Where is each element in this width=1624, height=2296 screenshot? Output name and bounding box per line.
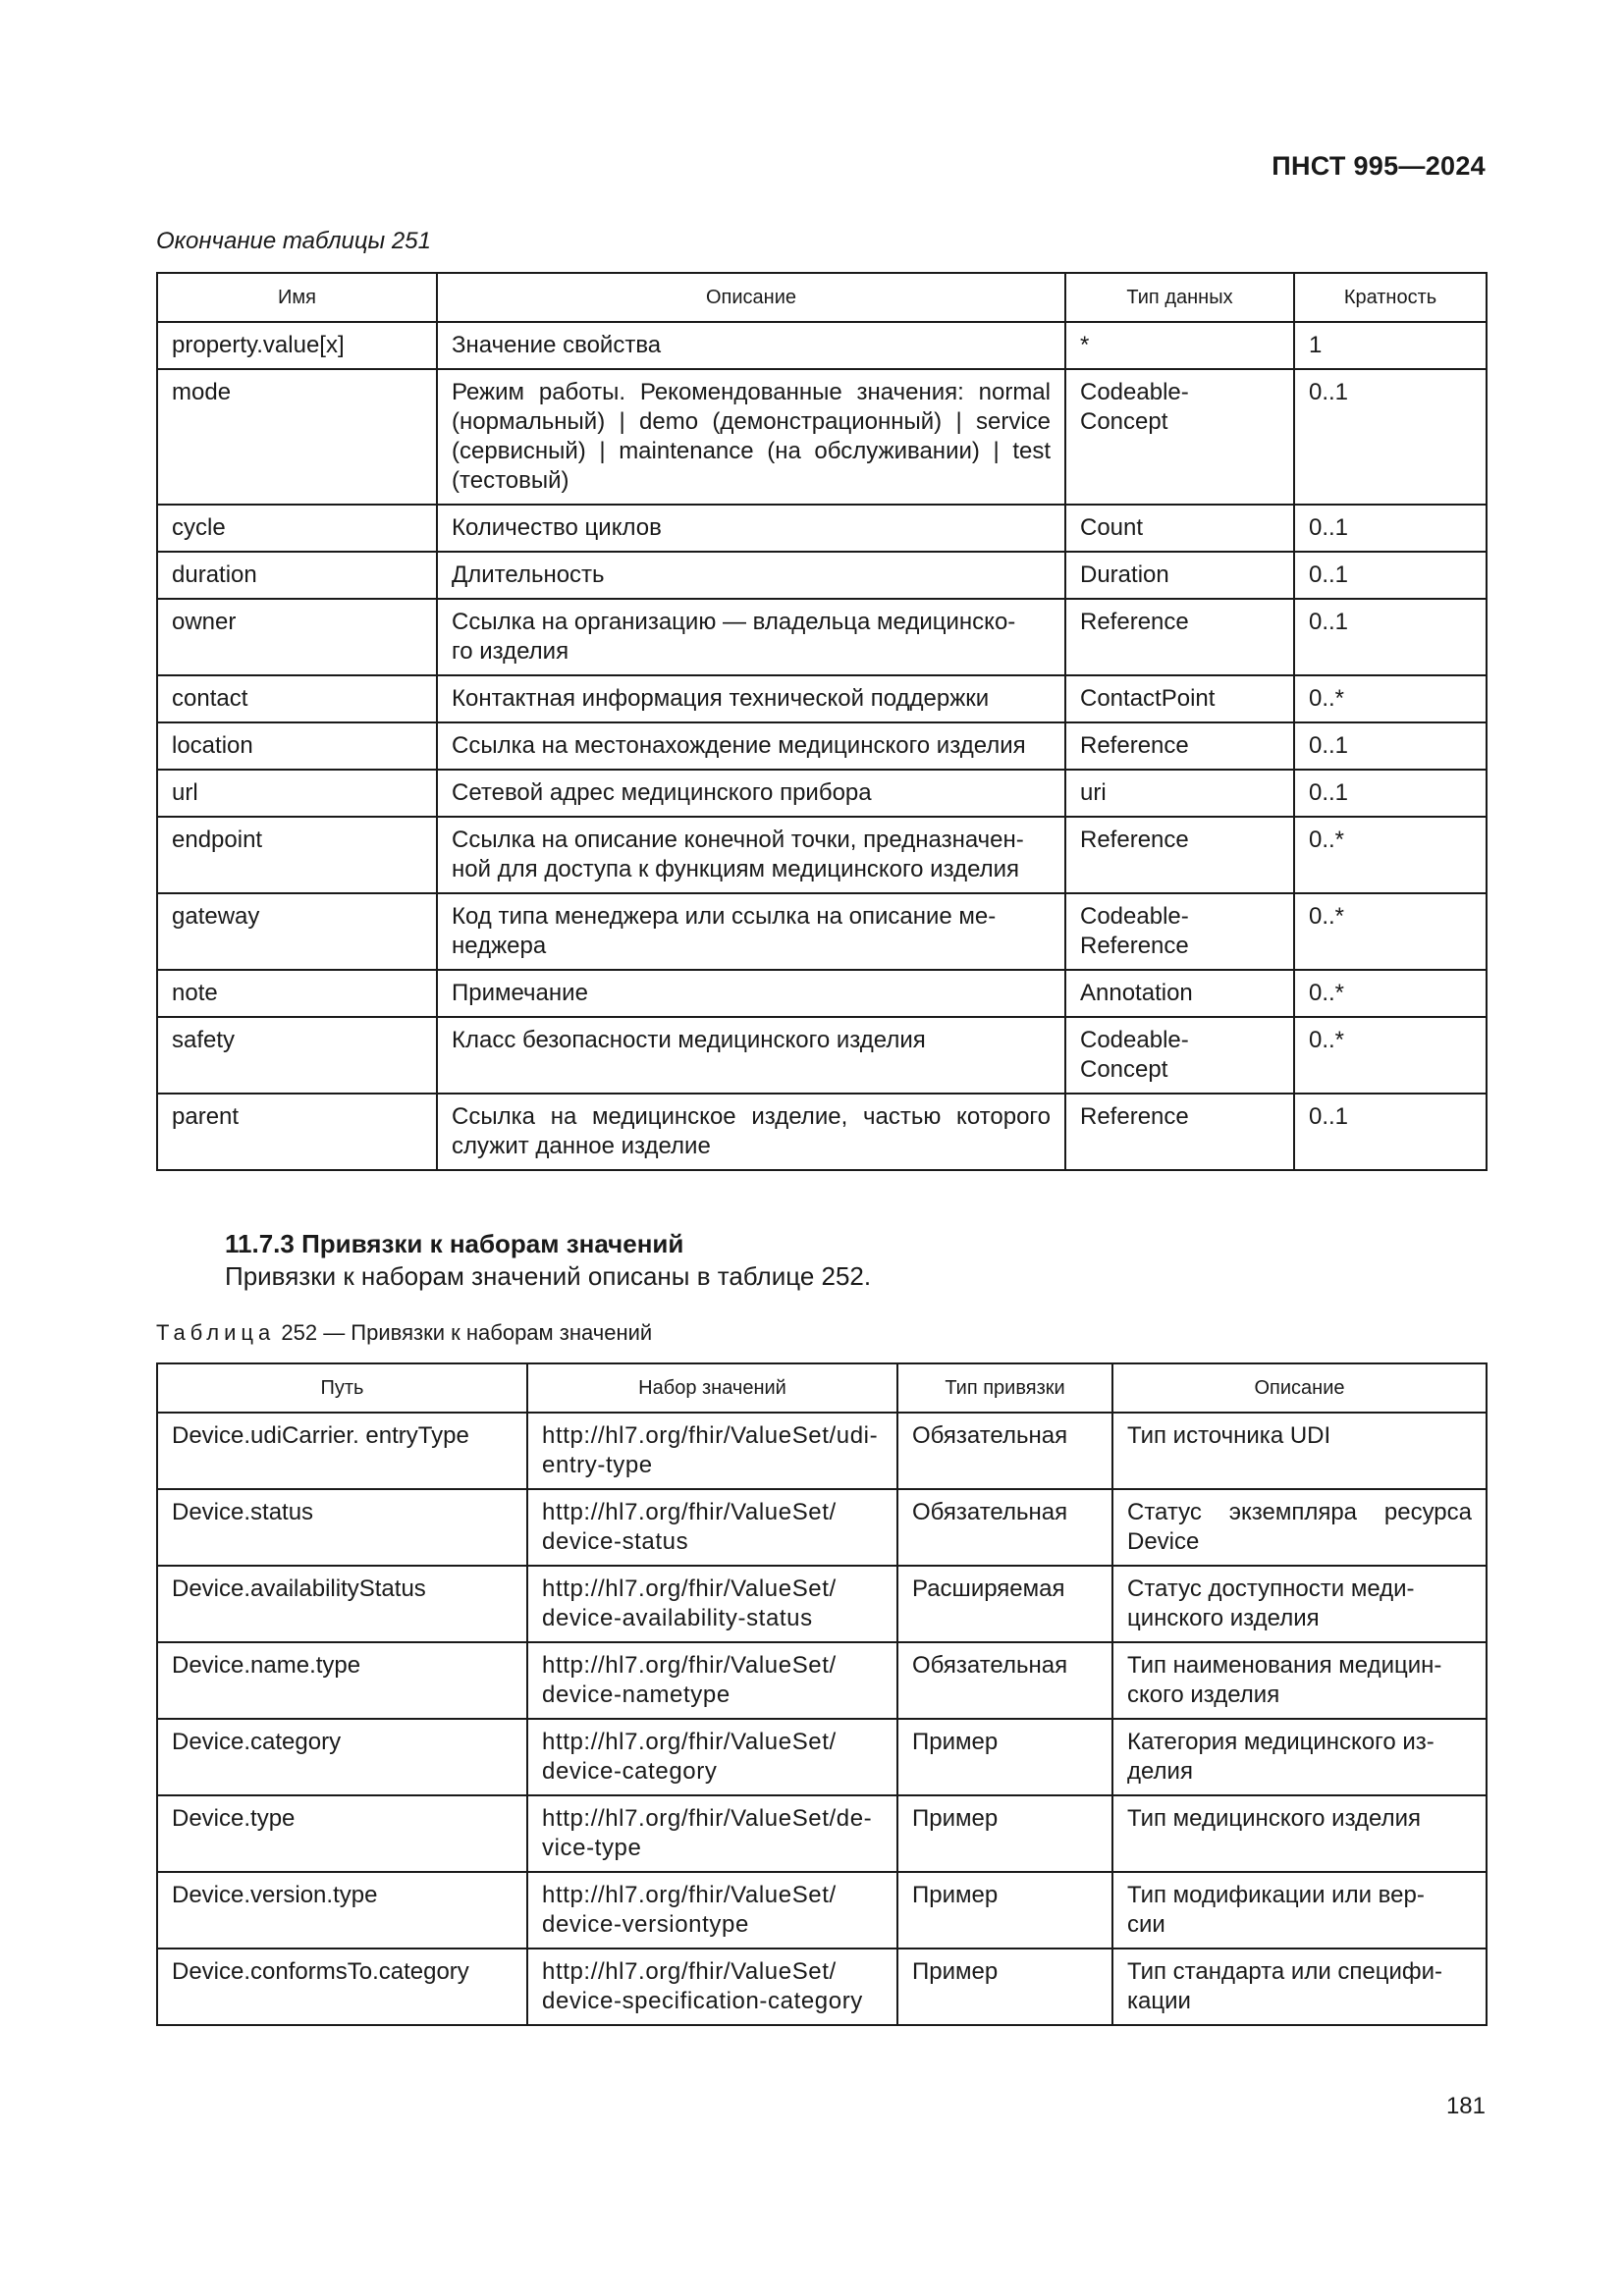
header-description: Описание <box>437 273 1065 322</box>
table-row <box>157 599 1487 675</box>
cell-path: Device.udiCarrier. entryType <box>157 1413 527 1489</box>
cell-description: Контактная информация технической поддержки <box>437 675 1065 722</box>
table-caption-rest: 252 — Привязки к наборам значений <box>275 1320 653 1345</box>
table-252-caption <box>156 1320 652 1346</box>
cell-datatype: Codeable- Reference <box>1065 893 1294 970</box>
cell-description: Длительность <box>437 552 1065 599</box>
cell-cardinality: 1 <box>1294 322 1487 369</box>
cell-description: Класс безопасности медицинского изделия <box>437 1017 1065 1094</box>
cell-cardinality: 0..1 <box>1294 505 1487 552</box>
table-row <box>157 1795 1487 1872</box>
table-row <box>157 722 1487 770</box>
cell-description: Режим работы. Рекомендованные значения: normal (нормальный) | demo (демонстрационный) | service (сервисный) | maintenance (на обслуживании) | test (тестовый) <box>437 369 1065 505</box>
cell-cardinality: 0..1 <box>1294 1094 1487 1170</box>
table-row <box>157 322 1487 369</box>
cell-valueset: http://hl7.org/fhir/ValueSet/ device-status <box>527 1489 897 1566</box>
cell-binding-type: Пример <box>897 1795 1112 1872</box>
cell-cardinality: 0..1 <box>1294 770 1487 817</box>
cell-valueset: http://hl7.org/fhir/ValueSet/ device-specification-category <box>527 1949 897 2025</box>
cell-datatype: ContactPoint <box>1065 675 1294 722</box>
cell-name: property.value[x] <box>157 322 437 369</box>
header-path: Путь <box>157 1363 527 1413</box>
cell-name: duration <box>157 552 437 599</box>
cell-datatype: Annotation <box>1065 970 1294 1017</box>
table-row <box>157 1642 1487 1719</box>
cell-path: Device.availabilityStatus <box>157 1566 527 1642</box>
cell-description: Тип стандарта или специфи- кации <box>1112 1949 1487 2025</box>
cell-datatype: * <box>1065 322 1294 369</box>
cell-cardinality: 0..1 <box>1294 599 1487 675</box>
table-row <box>157 1017 1487 1094</box>
cell-description: Сетевой адрес медицинского прибора <box>437 770 1065 817</box>
cell-binding-type: Обязательная <box>897 1642 1112 1719</box>
cell-datatype: Duration <box>1065 552 1294 599</box>
cell-datatype: Count <box>1065 505 1294 552</box>
cell-cardinality: 0..1 <box>1294 369 1487 505</box>
cell-name: safety <box>157 1017 437 1094</box>
cell-datatype: Reference <box>1065 1094 1294 1170</box>
cell-name: location <box>157 722 437 770</box>
header-binding-type: Тип привязки <box>897 1363 1112 1413</box>
cell-valueset: http://hl7.org/fhir/ValueSet/ device-versiontype <box>527 1872 897 1949</box>
cell-description: Статус доступности меди- цинского изделия <box>1112 1566 1487 1642</box>
table-row <box>157 1094 1487 1170</box>
cell-valueset: http://hl7.org/fhir/ValueSet/ device-availability-status <box>527 1566 897 1642</box>
cell-path: Device.conformsTo.category <box>157 1949 527 2025</box>
continuation-caption: Окончание таблицы 251 <box>156 228 431 254</box>
cell-description: Ссылка на описание конечной точки, предназначен- ной для доступа к функциям медицинского изделия <box>437 817 1065 893</box>
cell-description: Ссылка на медицинское изделие, частью которого служит данное изделие <box>437 1094 1065 1170</box>
cell-datatype: Reference <box>1065 817 1294 893</box>
cell-datatype: Reference <box>1065 599 1294 675</box>
cell-description: Тип наименования медицин- ского изделия <box>1112 1642 1487 1719</box>
cell-valueset: http://hl7.org/fhir/ValueSet/de- vice-type <box>527 1795 897 1872</box>
cell-name: gateway <box>157 893 437 970</box>
table-row <box>157 970 1487 1017</box>
table-row <box>157 893 1487 970</box>
header-cardinality: Кратность <box>1294 273 1487 322</box>
cell-datatype: Reference <box>1065 722 1294 770</box>
cell-description: Примечание <box>437 970 1065 1017</box>
table-row <box>157 552 1487 599</box>
cell-description: Тип модификации или вер- сии <box>1112 1872 1487 1949</box>
cell-datatype: Codeable- Concept <box>1065 369 1294 505</box>
cell-binding-type: Пример <box>897 1872 1112 1949</box>
section-heading: 11.7.3 Привязки к наборам значений <box>225 1229 684 1258</box>
cell-cardinality: 0..* <box>1294 675 1487 722</box>
cell-description: Статус экземпляра ресурса Device <box>1112 1489 1487 1566</box>
cell-name: url <box>157 770 437 817</box>
cell-path: Device.category <box>157 1719 527 1795</box>
cell-datatype: Codeable- Concept <box>1065 1017 1294 1094</box>
table-251 <box>156 272 1488 1171</box>
cell-description: Категория медицинского из- делия <box>1112 1719 1487 1795</box>
cell-binding-type: Обязательная <box>897 1489 1112 1566</box>
cell-binding-type: Пример <box>897 1949 1112 2025</box>
page-number: 181 <box>1445 2093 1486 2119</box>
cell-description: Количество циклов <box>437 505 1065 552</box>
table-row <box>157 369 1487 505</box>
cell-path: Device.type <box>157 1795 527 1872</box>
cell-description: Тип источника UDI <box>1112 1413 1487 1489</box>
cell-valueset: http://hl7.org/fhir/ValueSet/udi- entry-type <box>527 1413 897 1489</box>
cell-description: Тип медицинского изделия <box>1112 1795 1487 1872</box>
cell-cardinality: 0..* <box>1294 893 1487 970</box>
cell-description: Значение свойства <box>437 322 1065 369</box>
header-datatype: Тип данных <box>1065 273 1294 322</box>
cell-name: parent <box>157 1094 437 1170</box>
cell-name: note <box>157 970 437 1017</box>
cell-binding-type: Расширяемая <box>897 1566 1112 1642</box>
table-row <box>157 1872 1487 1949</box>
cell-name: owner <box>157 599 437 675</box>
cell-description: Ссылка на организацию — владельца медицинско- го изделия <box>437 599 1065 675</box>
header-valueset: Набор значений <box>527 1363 897 1413</box>
table-caption-label: Таблица <box>156 1320 276 1345</box>
cell-name: contact <box>157 675 437 722</box>
table-row <box>157 1413 1487 1489</box>
cell-path: Device.version.type <box>157 1872 527 1949</box>
header-name: Имя <box>157 273 437 322</box>
cell-path: Device.status <box>157 1489 527 1566</box>
table-row <box>157 1489 1487 1566</box>
table-252 <box>156 1362 1488 2026</box>
cell-binding-type: Пример <box>897 1719 1112 1795</box>
cell-cardinality: 0..* <box>1294 1017 1487 1094</box>
table-row <box>157 1719 1487 1795</box>
table-row <box>157 505 1487 552</box>
cell-name: mode <box>157 369 437 505</box>
table-row <box>157 817 1487 893</box>
section-text: Привязки к наборам значений описаны в таблице 252. <box>225 1261 872 1291</box>
header-description: Описание <box>1112 1363 1487 1413</box>
cell-name: endpoint <box>157 817 437 893</box>
cell-description: Код типа менеджера или ссылка на описание ме- неджера <box>437 893 1065 970</box>
cell-path: Device.name.type <box>157 1642 527 1719</box>
table-row <box>157 770 1487 817</box>
cell-cardinality: 0..* <box>1294 817 1487 893</box>
cell-cardinality: 0..1 <box>1294 722 1487 770</box>
table-row <box>157 675 1487 722</box>
table-row <box>157 1949 1487 2025</box>
cell-valueset: http://hl7.org/fhir/ValueSet/ device-nametype <box>527 1642 897 1719</box>
page-header: ПНСТ 995—2024 <box>1272 151 1486 181</box>
cell-cardinality: 0..1 <box>1294 552 1487 599</box>
cell-binding-type: Обязательная <box>897 1413 1112 1489</box>
cell-name: cycle <box>157 505 437 552</box>
table-row <box>157 1566 1487 1642</box>
cell-valueset: http://hl7.org/fhir/ValueSet/ device-category <box>527 1719 897 1795</box>
cell-description: Ссылка на местонахождение медицинского изделия <box>437 722 1065 770</box>
cell-datatype: uri <box>1065 770 1294 817</box>
cell-cardinality: 0..* <box>1294 970 1487 1017</box>
